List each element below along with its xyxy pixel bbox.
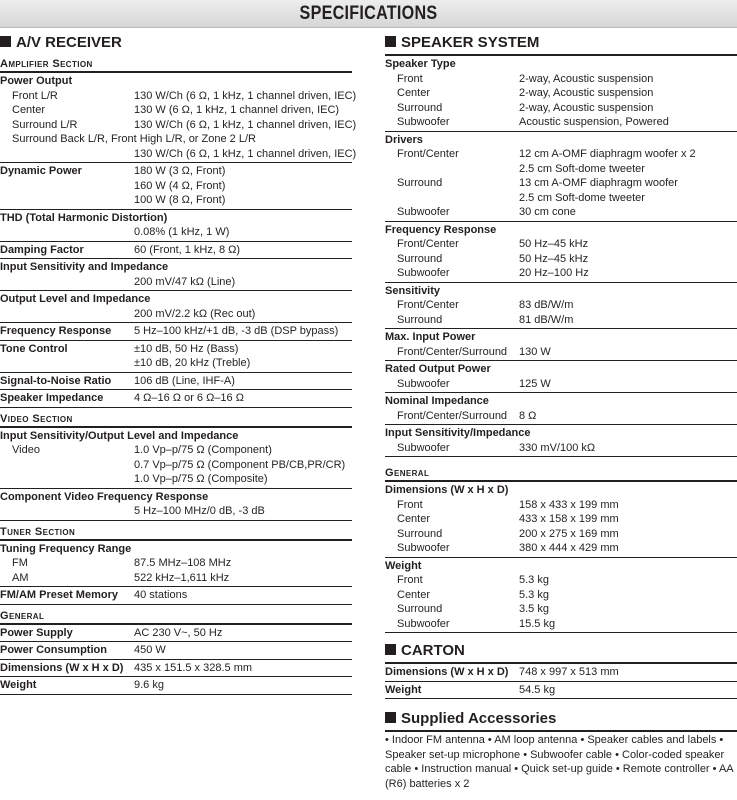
- square-bullet-icon: [385, 712, 396, 723]
- accessories-list: • Indoor FM antenna • AM loop antenna • Speaker cables and labels • Speaker set-up microphone • Subwoofer cable • Color-coded speaker cable • Instruction manual • Quick set-up guide • Remote controller • AA (R6) batteries x 2: [385, 730, 737, 791]
- preset-memory-group: FM/AM Preset Memory 40 stations: [0, 587, 352, 605]
- speaker-column: SPEAKER SYSTEM Speaker Type Front 2-way, Acoustic suspension Center 2-way, Acoustic suspension Surround 2-way, Acoustic suspension Subwoofer Acoustic suspension, Powered Drivers Front/Center 12 cm A-OMF diaphragm woofer x 2 2.5 cm Soft-dome tweeter Surround 13 cm A-OMF diaphragm woofer 2.5 cm Soft-dome tweeter Subwoofer 30 cm cone Frequency Response Front/Center 50 Hz–45 kHz Surround 50 Hz–45 kHz Subwoofer 20 Hz–100 Hz Sensitivity Front/Center 83 dB/W/m Surround 81 dB/W/m Max. Input Power Front/Center/Surround 130 W Rated Output Power Subwoofer 125 W Nominal Impedance Front/Center/Surround 8 Ω Input Sensitivity/Impedance Subwoofer 330 mV/100 kΩ General Dimensions (W x H x D) Front 158 x 433 x 199 mm Center 433 x 158 x 199 mm Surround 200 x 275 x 169 mm Subwoofer 380 x 444 x 429 mm Weight Front 5.3 kg Center 5.3 kg Surround 3.5 kg Subwoofer 15.5 kg CARTON Dimensions (W x H x D) 748 x 997 x 513 mm Weight 54.5 kg Supplied Accessories • Indoor FM antenna • AM loop antenna • Speaker cables and labels • Speaker set-up microphone • Subwoofer cable • Color-coded speaker cable • Instruction manual • Quick set-up guide • Remote controller • AA (R6) batteries x 2: [385, 33, 737, 791]
- output-level-group: Output Level and Impedance 200 mV/2.2 kΩ (Rec out): [0, 291, 352, 323]
- rated-output-group: Rated Output Power Subwoofer 125 W: [385, 361, 737, 393]
- speaker-dimensions-group: Dimensions (W x H x D) Front 158 x 433 x 199 mm Center 433 x 158 x 199 mm Surround 200 x 275 x 169 mm Subwoofer 380 x 444 x 429 mm: [385, 482, 737, 558]
- sensitivity-group: Sensitivity Front/Center 83 dB/W/m Surround 81 dB/W/m: [385, 283, 737, 330]
- page-title: SPECIFICATIONS: [299, 3, 438, 24]
- receiver-general-heading: General: [0, 609, 352, 625]
- tuner-section-heading: Tuner Section: [0, 525, 352, 541]
- spec-label: Power Output: [0, 75, 73, 87]
- video-section-heading: Video Section: [0, 412, 352, 428]
- tuning-range-group: Tuning Frequency Range FM 87.5 MHz–108 MHz AM 522 kHz–1,611 kHz: [0, 541, 352, 588]
- square-bullet-icon: [0, 36, 11, 47]
- snr-group: Signal-to-Noise Ratio 106 dB (Line, IHF-A): [0, 373, 352, 391]
- power-output-group: Power Output Front L/R 130 W/Ch (6 Ω, 1 kHz, 1 channel driven, IEC) Center 130 W (6 Ω, 1 kHz, 1 channel driven, IEC) Surround L/R 130 W/Ch (6 Ω, 1 kHz, 1 channel driven, IEC) Surround Back L/R, Front High L/R, or Zone 2 L/R 130 W/Ch (6 Ω, 1 kHz, 1 channel driven, IEC): [0, 73, 352, 163]
- square-bullet-icon: [385, 36, 396, 47]
- component-frequency-group: Component Video Frequency Response 5 Hz–100 MHz/0 dB, -3 dB: [0, 489, 352, 521]
- drivers-group: Drivers Front/Center 12 cm A-OMF diaphragm woofer x 2 2.5 cm Soft-dome tweeter Surround 13 cm A-OMF diaphragm woofer 2.5 cm Soft-dome tweeter Subwoofer 30 cm cone: [385, 132, 737, 222]
- video-io-group: Input Sensitivity/Output Level and Impedance Video 1.0 Vp–p/75 Ω (Component) 0.7 Vp–p/75 Ω (Component PB/CB,PR/CR) 1.0 Vp–p/75 Ω (Composite): [0, 428, 352, 489]
- amplifier-section-heading: Amplifier Section: [0, 57, 352, 73]
- speaker-weight-group: Weight Front 5.3 kg Center 5.3 kg Surround 3.5 kg Subwoofer 15.5 kg: [385, 558, 737, 634]
- carton-heading: CARTON: [385, 641, 737, 661]
- speaker-type-group: Speaker Type Front 2-way, Acoustic suspension Center 2-way, Acoustic suspension Surround 2-way, Acoustic suspension Subwoofer Acoustic suspension, Powered: [385, 54, 737, 132]
- speaker-impedance-group: Speaker Impedance 4 Ω–16 Ω or 6 Ω–16 Ω: [0, 390, 352, 408]
- nominal-impedance-group: Nominal Impedance Front/Center/Surround 8 Ω: [385, 393, 737, 425]
- tone-control-group: Tone Control ±10 dB, 50 Hz (Bass) ±10 dB, 20 kHz (Treble): [0, 341, 352, 373]
- speaker-frequency-group: Frequency Response Front/Center 50 Hz–45 kHz Surround 50 Hz–45 kHz Subwoofer 20 Hz–100 Hz: [385, 222, 737, 283]
- accessories-heading: Supplied Accessories: [385, 709, 737, 729]
- title-bar: [0, 0, 737, 28]
- sub-input-group: Input Sensitivity/Impedance Subwoofer 330 mV/100 kΩ: [385, 425, 737, 457]
- input-sensitivity-group: Input Sensitivity and Impedance 200 mV/47 kΩ (Line): [0, 259, 352, 291]
- speaker-general-heading: General: [385, 466, 737, 482]
- speaker-heading: SPEAKER SYSTEM: [385, 33, 737, 53]
- damping-group: Damping Factor 60 (Front, 1 kHz, 8 Ω): [0, 242, 352, 260]
- thd-group: THD (Total Harmonic Distortion) 0.08% (1 kHz, 1 W): [0, 210, 352, 242]
- receiver-column: A/V RECEIVER Amplifier Section Power Output Front L/R 130 W/Ch (6 Ω, 1 kHz, 1 channel driven, IEC) Center 130 W (6 Ω, 1 kHz, 1 channel driven, IEC) Surround L/R 130 W/Ch (6 Ω, 1 kHz, 1 channel driven, IEC) Surround Back L/R, Front High L/R, or Zone 2 L/R 130 W/Ch (6 Ω, 1 kHz, 1 channel driven, IEC) Dynamic Power 180 W (3 Ω, Front) 160 W (4 Ω, Front) 100 W (8 Ω, Front) THD (Total Harmonic Distortion) 0.08% (1 kHz, 1 W) Damping Factor 60 (Front, 1 kHz, 8 Ω) Input Sensitivity and Impedance 200 mV/47 kΩ (Line) Output Level and Impedance 200 mV/2.2 kΩ (Rec out) Frequency Response 5 Hz–100 kHz/+1 dB, -3 dB (DSP bypass) Tone Control ±10 dB, 50 Hz (Bass) ±10 dB, 20 kHz (Treble) Signal-to-Noise Ratio 106 dB (Line, IHF-A) Speaker Impedance 4 Ω–16 Ω or 6 Ω–16 Ω Video Section Input Sensitivity/Output Level and Impedance Video 1.0 Vp–p/75 Ω (Component) 0.7 Vp–p/75 Ω (Component PB/CB,PR/CR) 1.0 Vp–p/75 Ω (Composite) Component Video Frequency Response 5 Hz–100 MHz/0 dB, -3 dB Tuner Section Tuning Frequency Range FM 87.5 MHz–108 MHz AM 522 kHz–1,611 kHz FM/AM Preset Memory 40 stations General Power Supply AC 230 V~, 50 Hz Power Consumption 450 W Dimensions (W x H x D) 435 x 151.5 x 328.5 mm Weight 9.6 kg: [0, 33, 352, 695]
- square-bullet-icon: [385, 644, 396, 655]
- frequency-response-group: Frequency Response 5 Hz–100 kHz/+1 dB, -3 dB (DSP bypass): [0, 323, 352, 341]
- max-input-group: Max. Input Power Front/Center/Surround 130 W: [385, 329, 737, 361]
- receiver-heading: A/V RECEIVER: [0, 33, 352, 53]
- dynamic-power-group: Dynamic Power 180 W (3 Ω, Front) 160 W (4 Ω, Front) 100 W (8 Ω, Front): [0, 163, 352, 210]
